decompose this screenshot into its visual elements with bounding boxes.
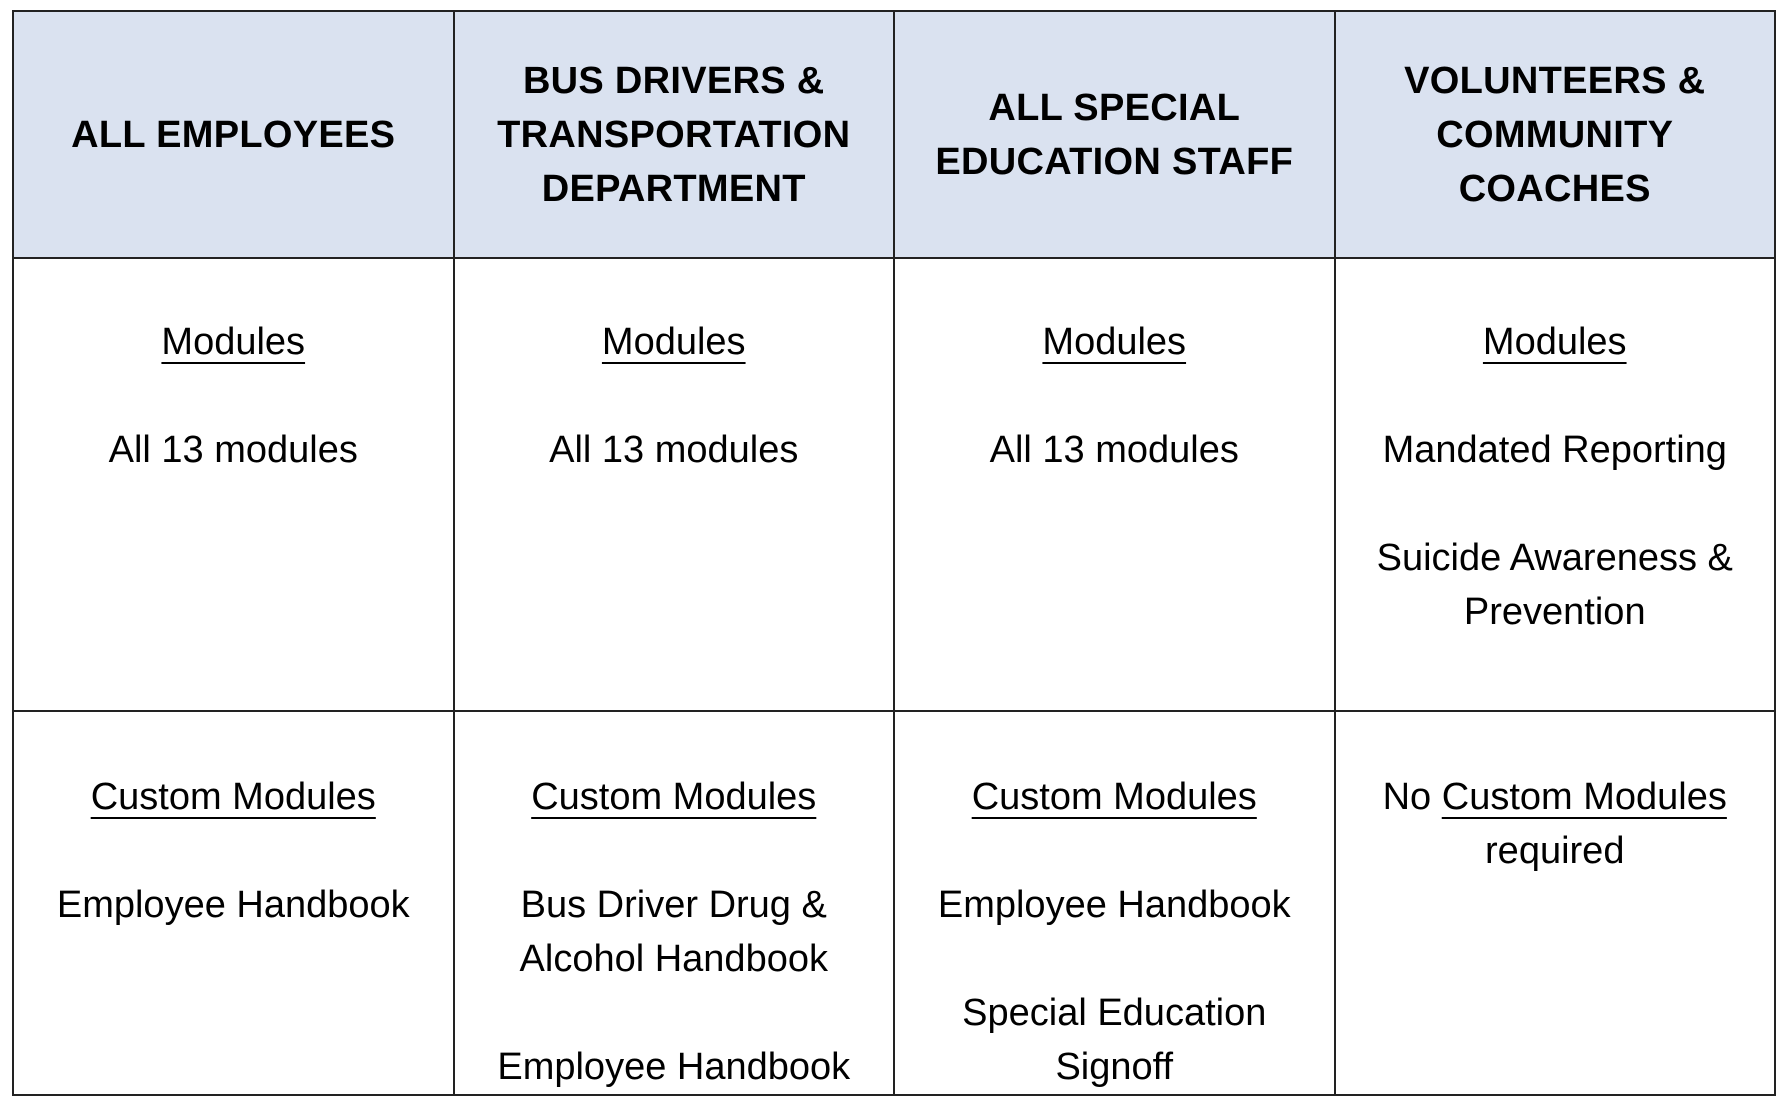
custom-modules-heading: Custom Modules: [971, 776, 1257, 818]
header-special-education: [894, 11, 1335, 258]
custom-modules-row: [13, 711, 1775, 1095]
custom-cell-special-education: [894, 711, 1335, 1095]
module-item: All 13 modules: [108, 429, 358, 471]
module-item: All 13 modules: [549, 429, 799, 471]
header-row: [13, 11, 1775, 258]
custom-module-item: Employee Handbook: [56, 884, 410, 926]
no-custom-modules-note: [1354, 770, 1757, 878]
header-text: DEPARTMENT: [541, 167, 806, 210]
header-text: VOLUNTEERS &: [1404, 59, 1706, 102]
modules-cell-special-education: [894, 258, 1335, 711]
modules-cell-all-employees: [13, 258, 454, 711]
module-item: Mandated Reporting: [1382, 429, 1727, 471]
custom-module-item: Employee Handbook: [497, 1046, 851, 1088]
header-text: ALL SPECIAL: [988, 86, 1241, 129]
module-item: All 13 modules: [989, 429, 1239, 471]
header-text: COACHES: [1458, 167, 1651, 210]
table: [12, 10, 1776, 1096]
custom-modules-heading: Custom Modules: [90, 776, 376, 818]
header-text: COMMUNITY: [1436, 113, 1674, 156]
modules-cell-bus-drivers: [454, 258, 895, 711]
custom-modules-heading: Custom Modules: [531, 776, 817, 818]
modules-cell-volunteers: [1335, 258, 1776, 711]
modules-heading: Modules: [1482, 321, 1627, 363]
custom-cell-volunteers: [1335, 711, 1776, 1095]
custom-cell-bus-drivers: [454, 711, 895, 1095]
header-text: ALL EMPLOYEES: [71, 113, 396, 156]
custom-cell-all-employees: [13, 711, 454, 1095]
note-prefix: No: [1382, 776, 1432, 818]
module-item: Suicide Awareness & Prevention: [1376, 537, 1733, 633]
header-all-employees: [13, 11, 454, 258]
note-suffix: required: [1485, 830, 1625, 872]
custom-module-item: Special Education Signoff: [962, 992, 1267, 1088]
modules-heading: Modules: [161, 321, 306, 363]
modules-heading: Modules: [601, 321, 746, 363]
modules-row: [13, 258, 1775, 711]
training-requirements-table: [12, 10, 1776, 1086]
custom-module-item: Bus Driver Drug & Alcohol Handbook: [519, 884, 828, 980]
header-text: EDUCATION STAFF: [935, 140, 1294, 183]
modules-heading: Modules: [1042, 321, 1187, 363]
custom-modules-heading: Custom Modules: [1441, 776, 1727, 818]
header-bus-drivers: [454, 11, 895, 258]
header-volunteers: [1335, 11, 1776, 258]
header-text: BUS DRIVERS &: [522, 59, 825, 102]
header-text: TRANSPORTATION: [497, 113, 851, 156]
custom-module-item: Employee Handbook: [937, 884, 1291, 926]
